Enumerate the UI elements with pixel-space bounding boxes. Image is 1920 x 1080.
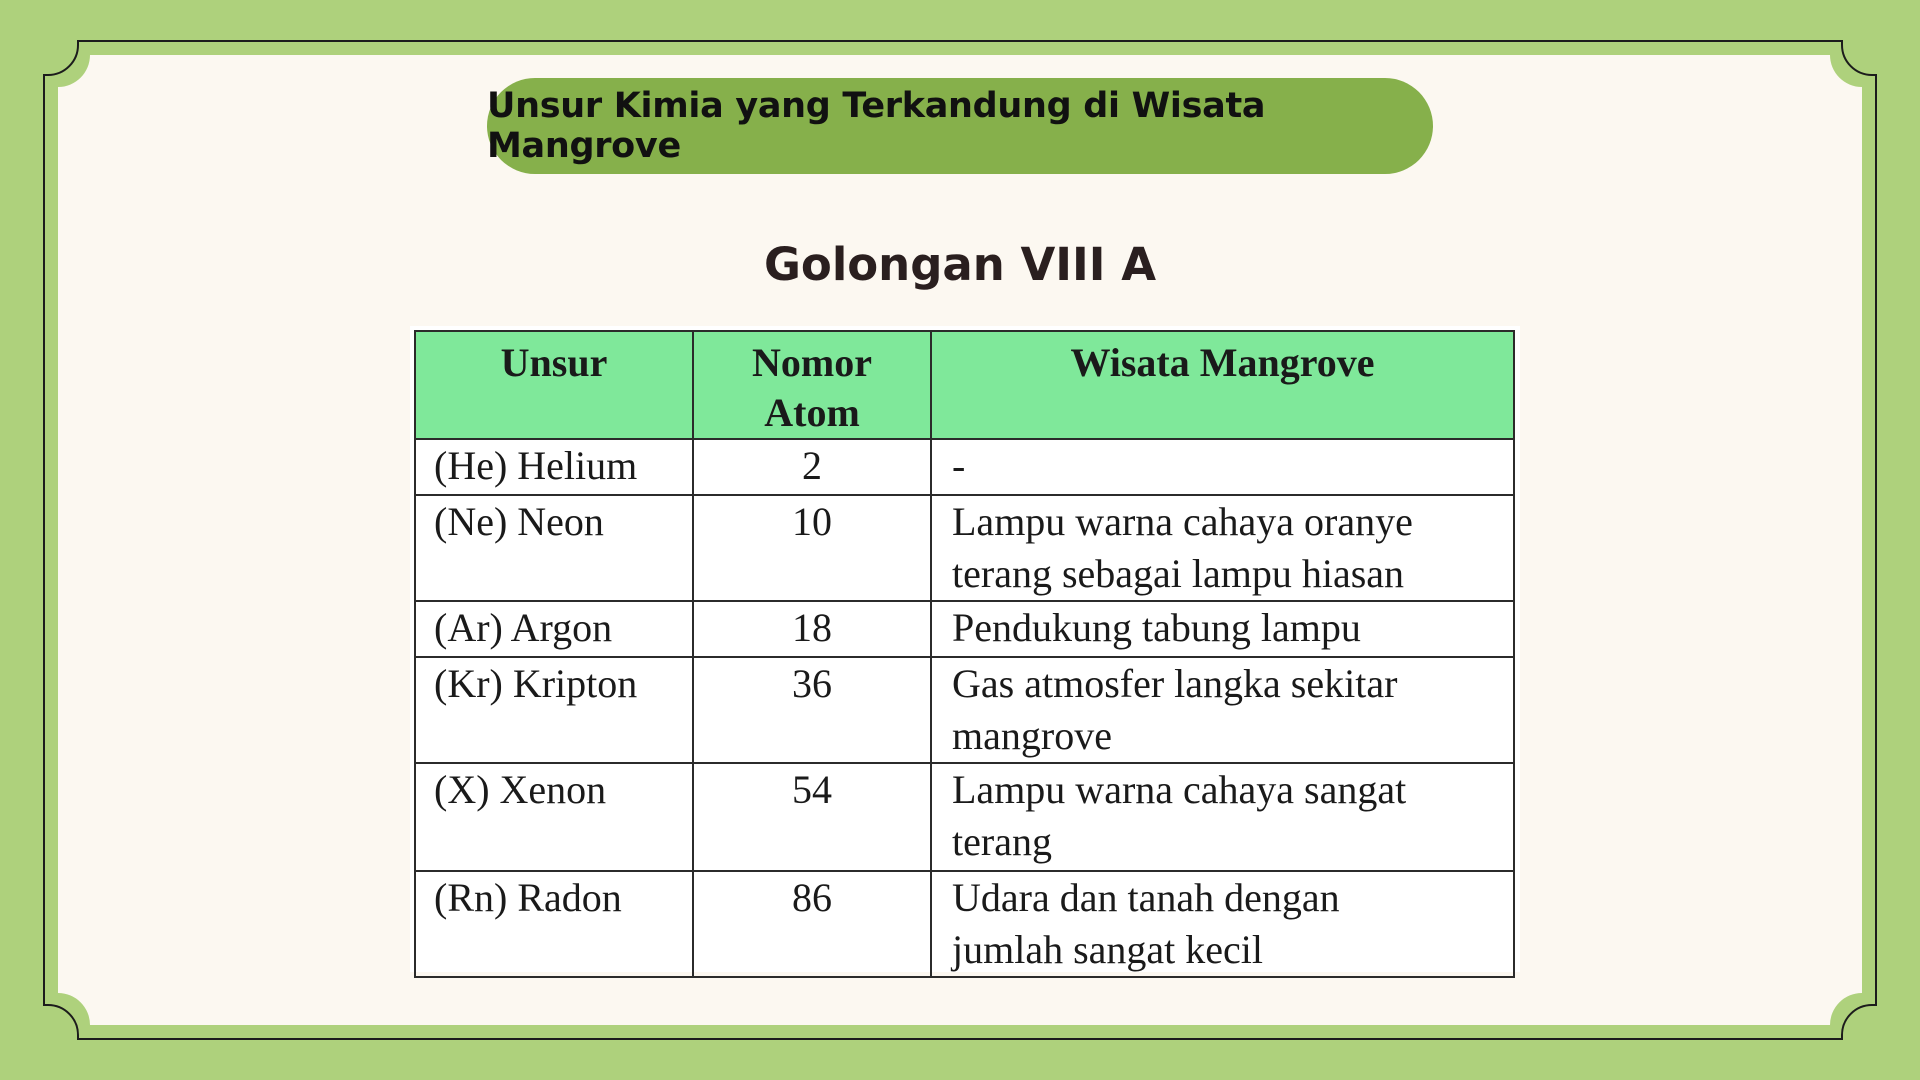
page-title: Unsur Kimia yang Terkandung di Wisata Mangrove xyxy=(487,86,1266,166)
elements-table xyxy=(414,330,1515,978)
cell-wisata-line1: Lampu warna cahaya oranye xyxy=(952,499,1413,544)
header-unsur: Unsur xyxy=(415,331,693,439)
cell-wisata xyxy=(931,495,1514,601)
section-heading: Golongan VIII A xyxy=(763,238,1157,291)
table-container xyxy=(410,326,1520,972)
cell-wisata-line1: - xyxy=(952,443,966,488)
cell-wisata-line2: jumlah sangat kecil xyxy=(952,927,1264,972)
cell-nomor: 10 xyxy=(693,495,931,601)
cell-wisata-line1: Udara dan tanah dengan xyxy=(952,875,1340,920)
table-row xyxy=(415,657,1514,763)
cell-unsur: (Rn) Radon xyxy=(415,871,693,977)
cell-wisata-line2: terang sebagai lampu hiasan xyxy=(952,551,1405,596)
table-row xyxy=(415,871,1514,977)
cell-nomor: 2 xyxy=(693,439,931,495)
cell-nomor: 86 xyxy=(693,871,931,977)
cell-wisata xyxy=(931,657,1514,763)
cell-unsur: (Ar) Argon xyxy=(415,601,693,657)
cell-nomor: 54 xyxy=(693,763,931,871)
cell-nomor: 18 xyxy=(693,601,931,657)
header-nomor-atom-line2: Atom xyxy=(764,390,860,435)
cell-wisata xyxy=(931,601,1514,657)
cell-unsur: (X) Xenon xyxy=(415,763,693,871)
cell-nomor: 36 xyxy=(693,657,931,763)
cell-wisata-line2: mangrove xyxy=(952,713,1112,758)
table-row xyxy=(415,601,1514,657)
cell-wisata xyxy=(931,763,1514,871)
table-row xyxy=(415,439,1514,495)
table-row xyxy=(415,495,1514,601)
cell-unsur: (He) Helium xyxy=(415,439,693,495)
cell-unsur: (Ne) Neon xyxy=(415,495,693,601)
table-header-row xyxy=(415,331,1514,439)
cell-wisata-line1: Lampu warna cahaya sangat xyxy=(952,767,1407,812)
header-nomor-atom-line1: Nomor xyxy=(752,340,872,385)
cell-wisata xyxy=(931,871,1514,977)
cell-wisata xyxy=(931,439,1514,495)
cell-wisata-line2: terang xyxy=(952,819,1052,864)
cell-unsur: (Kr) Kripton xyxy=(415,657,693,763)
cell-wisata-line1: Pendukung tabung lampu xyxy=(952,605,1361,650)
cell-wisata-line1: Gas atmosfer langka sekitar xyxy=(952,661,1398,706)
table-row xyxy=(415,763,1514,871)
title-banner xyxy=(487,78,1433,174)
header-nomor-atom xyxy=(693,331,931,439)
header-wisata-mangrove: Wisata Mangrove xyxy=(931,331,1514,439)
